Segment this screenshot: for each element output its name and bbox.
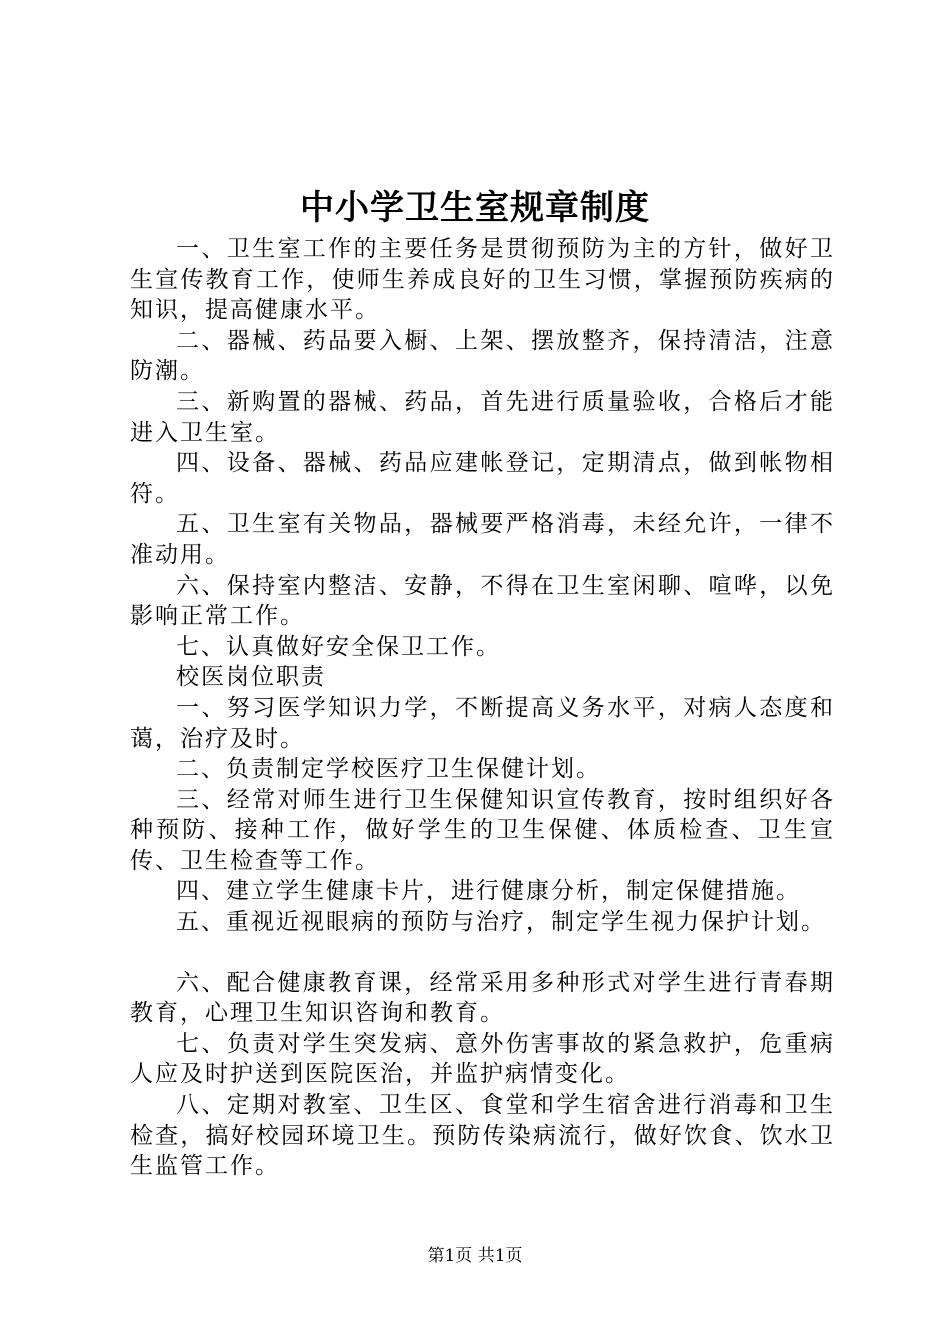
paragraph-5: 五、卫生室有关物品，器械要严格消毒，未经允许，一律不准动用。 (130, 511, 835, 568)
duty-2: 二、负责制定学校医疗卫生保健计划。 (176, 756, 601, 783)
paragraph-3: 三、新购置的器械、药品，首先进行质量验收，合格后才能进入卫生室。 (130, 388, 835, 446)
paragraph-4: 四、设备、器械、药品应建帐登记，定期清点，做到帐物相符。 (130, 450, 835, 507)
paragraph-6: 六、保持室内整洁、安静，不得在卫生室闲聊、喧哗，以免影响正常工作。 (130, 572, 835, 630)
duty-3: 三、经常对师生进行卫生保健知识宣传教育，按时组织好各种预防、接种工作，做好学生的卫生保健、体质检查、卫生宣传、卫生检查等工作。 (130, 786, 835, 874)
document-title: 中小学卫生室规章制度 (300, 188, 650, 228)
duty-6: 六、配合健康教育课，经常采用多种形式对学生进行青春期教育，心理卫生知识咨询和教育。 (130, 969, 835, 1027)
document-body (130, 234, 835, 1182)
duty-8: 八、定期对教室、卫生区、食堂和学生宿舍进行消毒和卫生检查，搞好校园环境卫生。预防传染病流行，做好饮食、饮水卫生监管工作。 (130, 1092, 835, 1180)
page-number-footer: 第1页 共1页 (427, 1246, 523, 1266)
blank-line (130, 938, 835, 968)
paragraph-1: 一、卫生室工作的主要任务是贯彻预防为主的方针，做好卫生宣传教育工作，使师生养成良好的卫生习惯，掌握预防疾病的知识，提高健康水平。 (130, 236, 835, 324)
duty-1: 一、努习医学知识力学，不断提高义务水平，对病人态度和蔼，治疗及时。 (130, 694, 835, 752)
section-heading: 校医岗位职责 (176, 664, 326, 691)
duty-5: 五、重视近视眼病的预防与治疗，制定学生视力保护计划。 (176, 909, 826, 936)
paragraph-2: 二、器械、药品要入橱、上架、摆放整齐，保持清洁，注意防潮。 (130, 327, 835, 385)
duty-4: 四、建立学生健康卡片，进行健康分析，制定保健措施。 (176, 878, 801, 905)
duty-7: 七、负责对学生突发病、意外伤害事故的紧急救护，危重病人应及时护送到医院医治，并监护病情变化。 (130, 1030, 835, 1088)
paragraph-7: 七、认真做好安全保卫工作。 (176, 633, 501, 660)
